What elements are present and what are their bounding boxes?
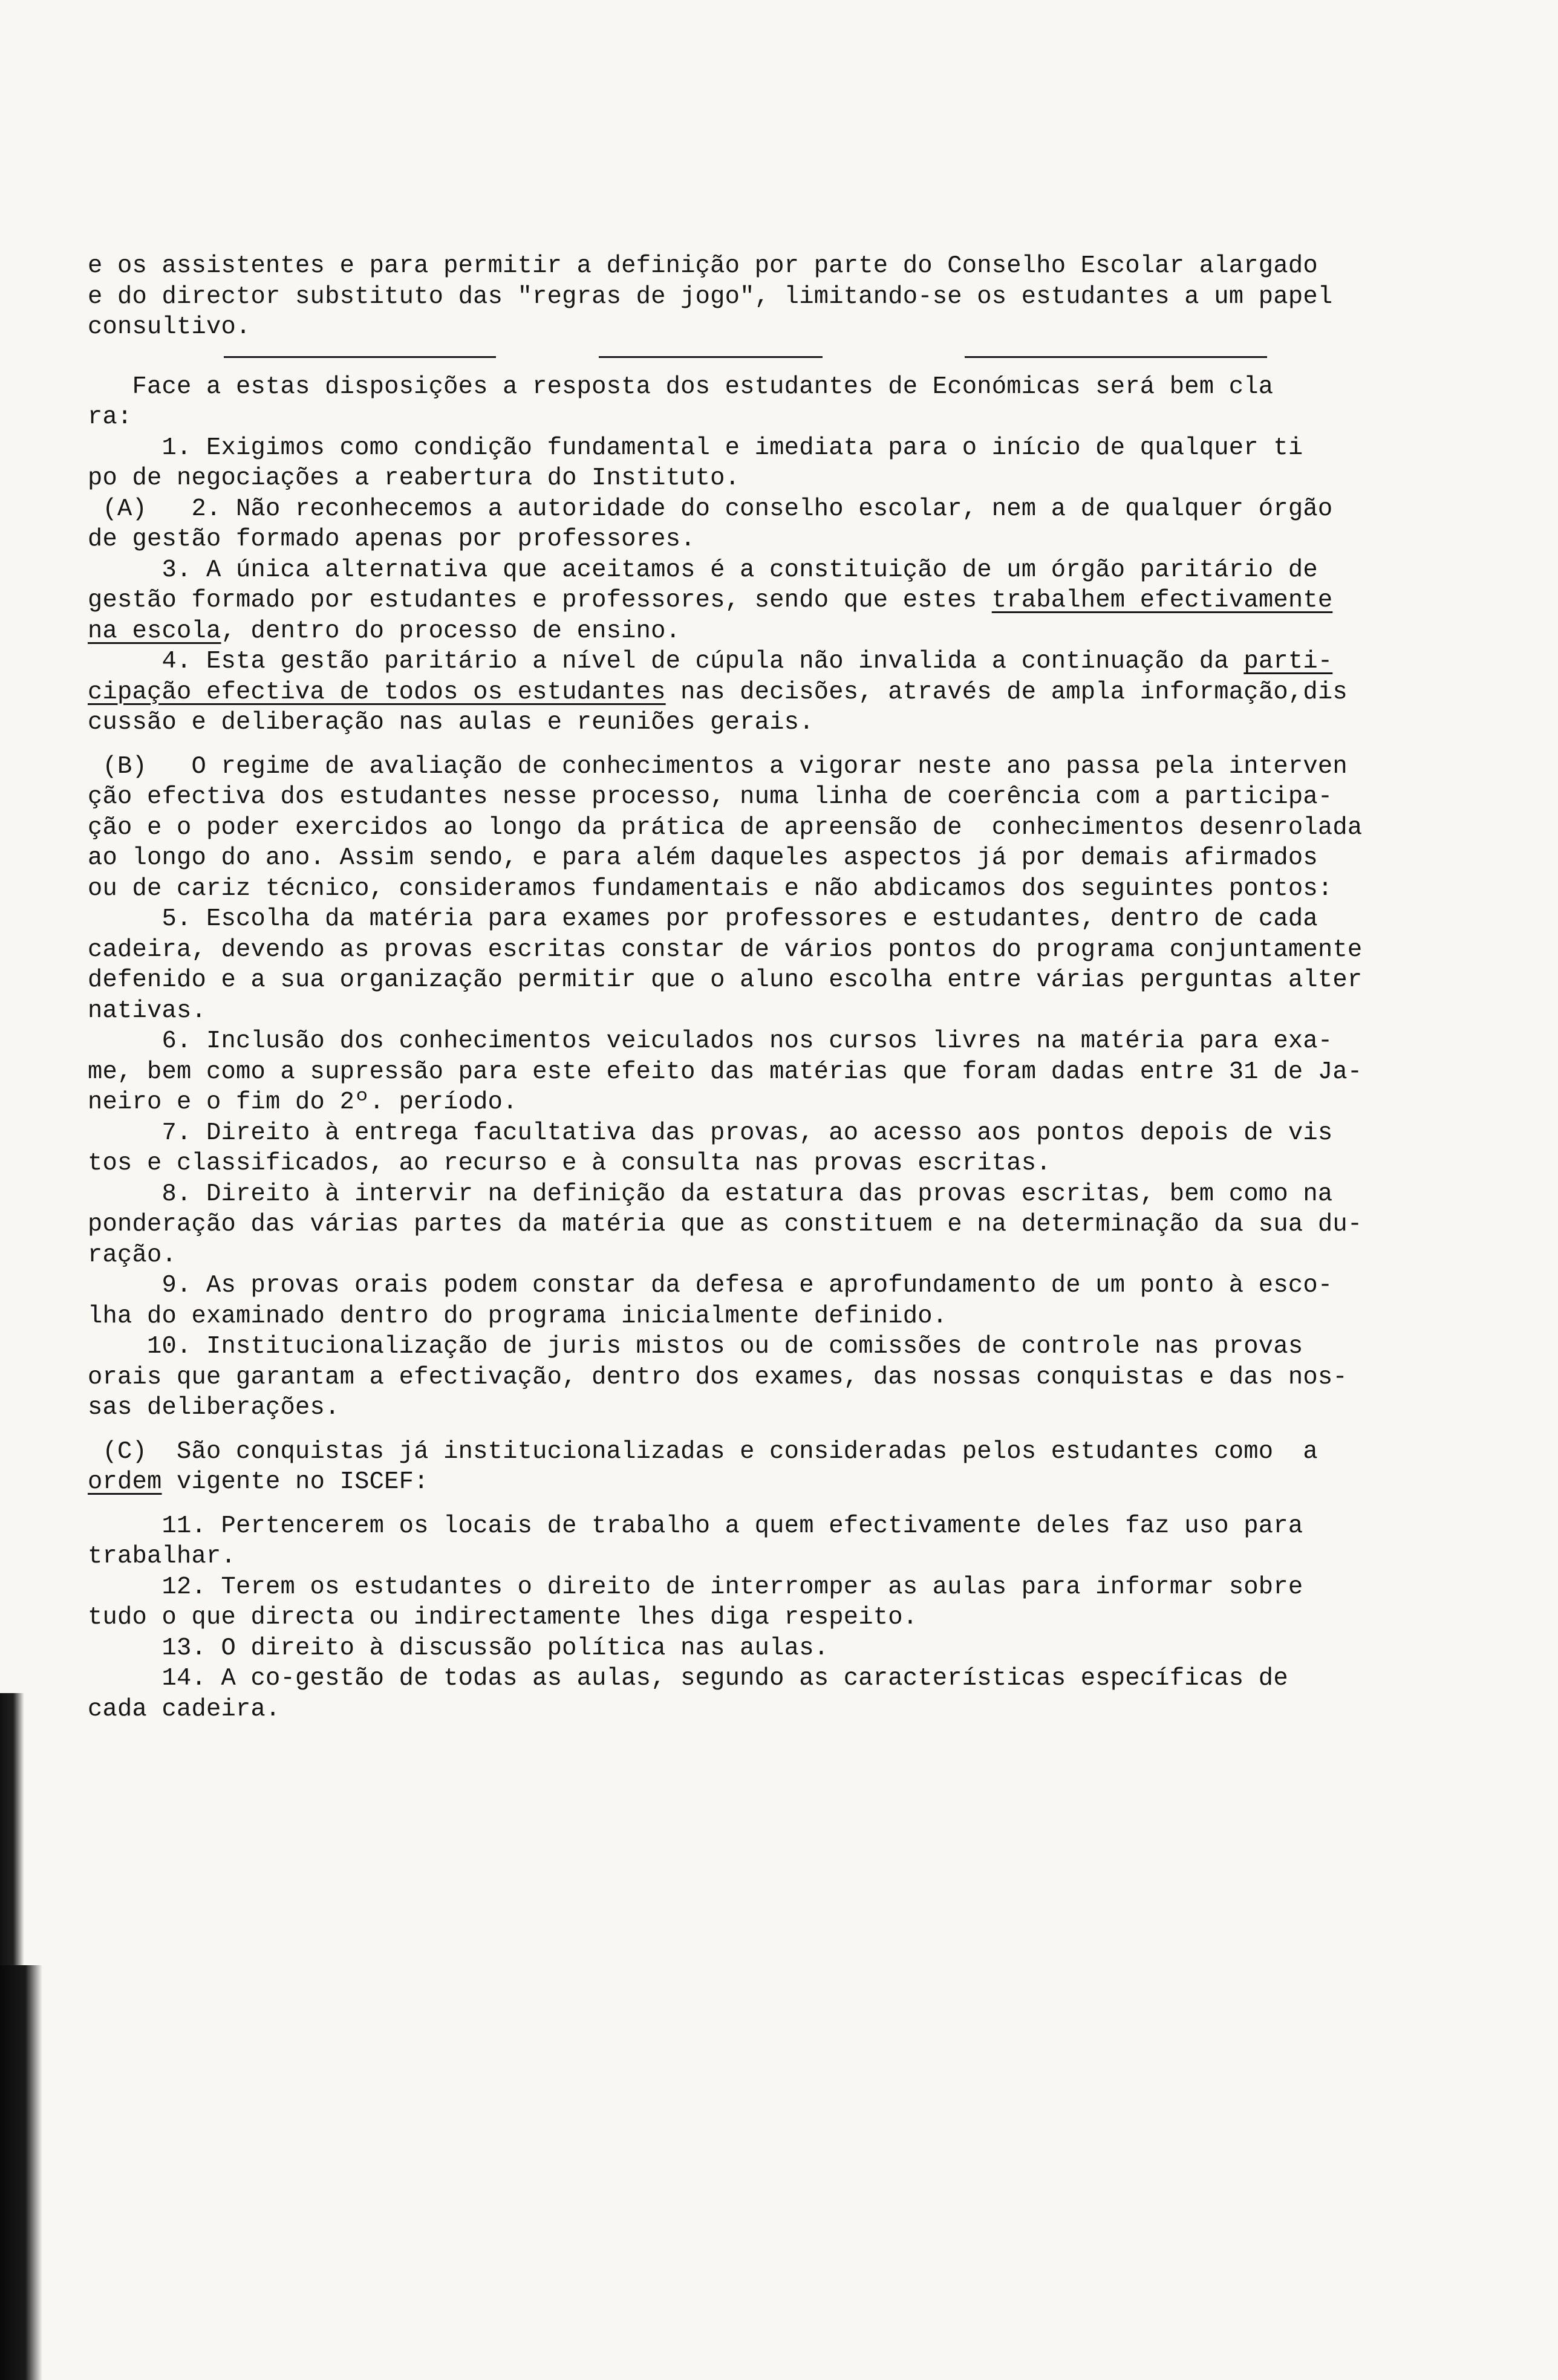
- point-4: [88, 646, 1370, 738]
- underlined-text: ordem: [88, 1468, 162, 1496]
- text-line: [88, 616, 1370, 647]
- text-span: 4. Esta gestão paritário a nível de cúpula não invalida a continuação da: [88, 648, 1244, 675]
- text-line: e do director substituto das "regras de jogo", limitando-se os estudantes a um papel: [88, 282, 1333, 311]
- point-10: [88, 1331, 1370, 1423]
- scan-edge-shadow-lower: [0, 1965, 42, 2380]
- text-line: 12. Terem os estudantes o direito de interromper as aulas para informar sobre: [88, 1573, 1303, 1601]
- text-span: , dentro do processo de ensino.: [221, 617, 681, 645]
- text-line: po de negociações a reabertura do Instituto.: [88, 464, 740, 492]
- point-5: [88, 904, 1370, 1026]
- section-c-paragraph: [88, 1437, 1370, 1498]
- text-line: consultivo.: [88, 313, 251, 341]
- text-line: cadeira, devendo as provas escritas constar de vários pontos do programa conjuntamente: [88, 935, 1363, 964]
- document-body: [88, 251, 1370, 1725]
- text-line: 13. O direito à discussão política nas aulas.: [88, 1634, 829, 1662]
- text-line: defenido e a sua organização permitir que o aluno escolha entre várias perguntas alter: [88, 966, 1363, 994]
- point-13: [88, 1633, 1370, 1664]
- text-line: 9. As provas orais podem constar da defesa e aprofundamento de um ponto à esco-: [88, 1272, 1333, 1299]
- text-line: lha do examinado dentro do programa inicialmente definido.: [88, 1302, 948, 1330]
- text-line: 10. Institucionalização de juris mistos ou de comissões de controle nas provas: [88, 1333, 1303, 1361]
- text-line: 6. Inclusão dos conhecimentos veiculados nos cursos livres na matéria para exa-: [88, 1027, 1333, 1055]
- point-12: [88, 1572, 1370, 1633]
- underlined-text: trabalhem efectivamente: [991, 587, 1333, 614]
- text-line: ou de cariz técnico, consideramos fundamentais e não abdicamos dos seguintes pontos:: [88, 874, 1333, 903]
- text-line: cussão e deliberação nas aulas e reuniões gerais.: [88, 709, 814, 736]
- underlined-text: cipação efectiva de todos os estudantes: [88, 678, 666, 706]
- text-line: de gestão formado apenas por professores.: [88, 525, 696, 553]
- lead-paragraph: [88, 372, 1370, 433]
- text-line: ração.: [88, 1241, 177, 1269]
- point-14: [88, 1663, 1370, 1725]
- text-line: (A) 2. Não reconhecemos a autoridade do conselho escolar, nem a de qualquer órgão: [88, 495, 1333, 523]
- point-2: [88, 494, 1370, 555]
- text-line: [88, 646, 1370, 677]
- separator-line: [599, 356, 823, 358]
- text-line: 5. Escolha da matéria para exames por professores e estudantes, dentro de cada: [88, 905, 1318, 933]
- text-line: e os assistentes e para permitir a definição por parte do Conselho Escolar alargado: [88, 252, 1318, 280]
- underlined-text: na escola: [88, 617, 221, 645]
- text-line: ao longo do ano. Assim sendo, e para além daqueles aspectos já por demais afirmados: [88, 844, 1318, 872]
- text-line: [88, 1467, 1370, 1498]
- separator-rules: [88, 343, 1370, 372]
- separator-line: [965, 356, 1267, 358]
- text-line: [88, 677, 1370, 708]
- text-line: tos e classificados, ao recurso e à consulta nas provas escritas.: [88, 1149, 1051, 1177]
- text-span: vigente no ISCEF:: [161, 1468, 429, 1496]
- text-line: 14. A co-gestão de todas as aulas, segundo as características específicas de: [88, 1665, 1288, 1692]
- text-line: 1. Exigimos como condição fundamental e imediata para o início de qualquer ti: [88, 434, 1303, 462]
- point-1: [88, 433, 1370, 494]
- intro-paragraph: [88, 251, 1370, 343]
- separator-line: [224, 356, 496, 358]
- text-line: neiro e o fim do 2º. período.: [88, 1088, 518, 1116]
- text-line: tudo o que directa ou indirectamente lhes diga respeito.: [88, 1604, 918, 1631]
- point-7: [88, 1118, 1370, 1179]
- text-span: gestão formado por estudantes e professores, sendo que estes: [88, 587, 992, 614]
- text-line: (C) São conquistas já institucionalizadas e consideradas pelos estudantes como a: [88, 1437, 1318, 1466]
- text-line: orais que garantam a efectivação, dentro dos exames, das nossas conquistas e das nos-: [88, 1363, 1348, 1391]
- point-9: [88, 1270, 1370, 1331]
- text-line: ção e o poder exercidos ao longo da prática de apreensão de conhecimentos desenrolada: [88, 813, 1363, 842]
- text-line: (B) O regime de avaliação de conhecimentos a vigorar neste ano passa pela interven: [88, 752, 1348, 781]
- text-line: sas deliberações.: [88, 1394, 340, 1422]
- text-line: [88, 585, 1370, 616]
- point-8: [88, 1179, 1370, 1271]
- point-3: [88, 555, 1370, 647]
- point-11: [88, 1511, 1370, 1572]
- text-line: 11. Pertencerem os locais de trabalho a quem efectivamente deles faz uso para: [88, 1512, 1303, 1540]
- text-line: cada cadeira.: [88, 1695, 281, 1723]
- underlined-text: parti-: [1243, 648, 1333, 675]
- text-line: nativas.: [88, 997, 207, 1025]
- text-line: ção efectiva dos estudantes nesse processo, numa linha de coerência com a participa-: [88, 783, 1333, 811]
- text-span: nas decisões, através de ampla informação,dis: [665, 678, 1348, 706]
- text-line: 8. Direito à intervir na definição da estatura das provas escritas, bem como na: [88, 1180, 1333, 1208]
- point-6: [88, 1026, 1370, 1118]
- text-line: trabalhar.: [88, 1543, 236, 1570]
- text-line: Face a estas disposições a resposta dos estudantes de Económicas será bem cla: [88, 372, 1274, 401]
- section-b-paragraph: [88, 752, 1370, 905]
- text-line: 3. A única alternativa que aceitamos é a constituição de um órgão paritário de: [88, 556, 1318, 584]
- text-line: ra:: [88, 403, 132, 431]
- text-line: me, bem como a supressão para este efeito das matérias que foram dadas entre 31 de Ja-: [88, 1058, 1363, 1086]
- text-line: 7. Direito à entrega facultativa das provas, ao acesso aos pontos depois de vis: [88, 1119, 1333, 1147]
- text-line: ponderação das várias partes da matéria que as constituem e na determinação da sua du-: [88, 1211, 1363, 1238]
